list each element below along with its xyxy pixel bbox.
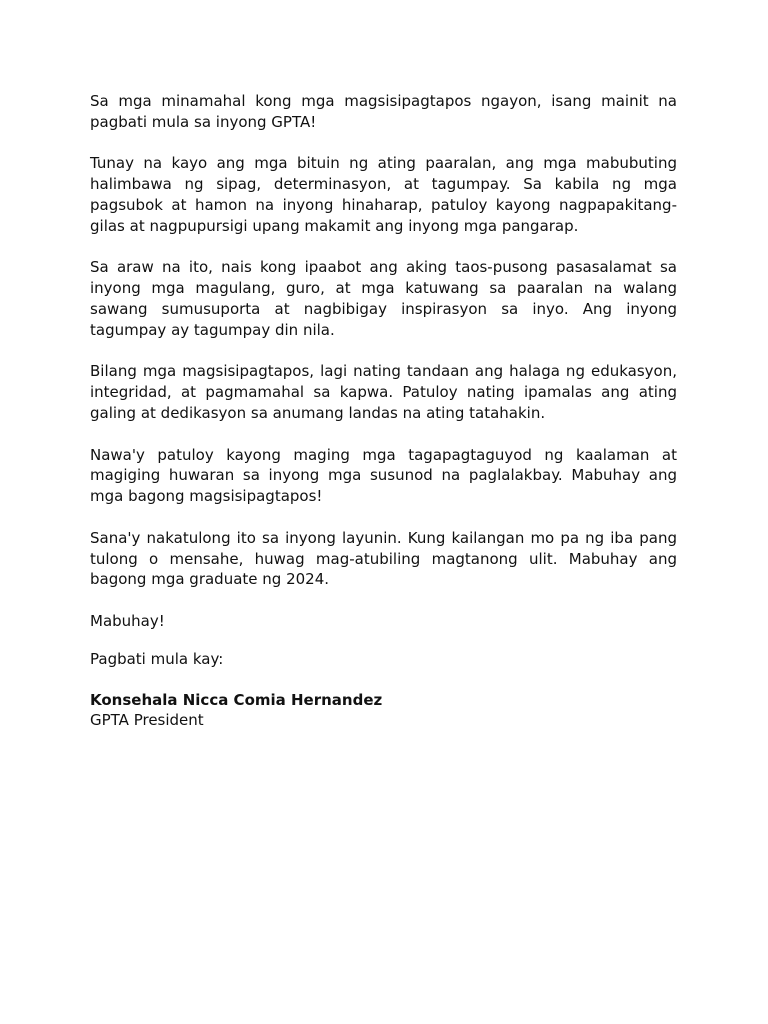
signatory-name: Konsehala Nicca Comia Hernandez <box>90 690 383 709</box>
signatory-title: GPTA President <box>90 711 204 730</box>
praise-paragraph: Tunay na kayo ang mga bituin ng ating paaralan, ang mga mabubuting halimbawa ng sipag, determinasyon, at tagumpay. Sa kabila ng mga pagsubok at hamon na inyong hinaharap, patuloy kayong nagpapakitang-gilas at nagpupursigi upang makamit ang inyong mga pangarap. <box>90 154 677 235</box>
gratitude-paragraph: Sa araw na ito, nais kong ipaabot ang aking taos-pusong pasasalamat sa inyong mga magulang, guro, at mga katuwang sa paaralan na walang sawang sumusuporta at nagbibigay inspirasyon sa inyo. Ang inyong tagumpay ay tagumpay din nila. <box>90 258 677 339</box>
wish-paragraph: Nawa'y patuloy kayong maging mga tagapagtaguyod ng kaalaman at magiging huwaran sa inyong mga susunod na paglalakbay. Mabuhay ang mga bagong magsisipagtapos! <box>90 445 677 506</box>
closing-line: Pagbati mula kay: <box>90 649 224 668</box>
values-paragraph: Bilang mga magsisipagtapos, lagi nating tandaan ang halaga ng edukasyon, integridad, at pagmamahal sa kapwa. Patuloy nating ipamalas ang ating galing at dedikasyon sa anumang landas na ating tatahakin. <box>90 362 677 422</box>
closing-remark-paragraph: Sana'y nakatulong ito sa inyong layunin. Kung kailangan mo pa ng iba pang tulong o mensahe, huwag mag-atubiling magtanong ulit. Mabuhay ang bagong mga graduate ng 2024. <box>90 528 677 589</box>
mabuhay-line: Mabuhay! <box>90 611 165 630</box>
letter-body <box>90 91 677 731</box>
greeting-paragraph: Sa mga minamahal kong mga magsisipagtapos ngayon, isang mainit na pagbati mula sa inyong GPTA! <box>90 92 677 131</box>
